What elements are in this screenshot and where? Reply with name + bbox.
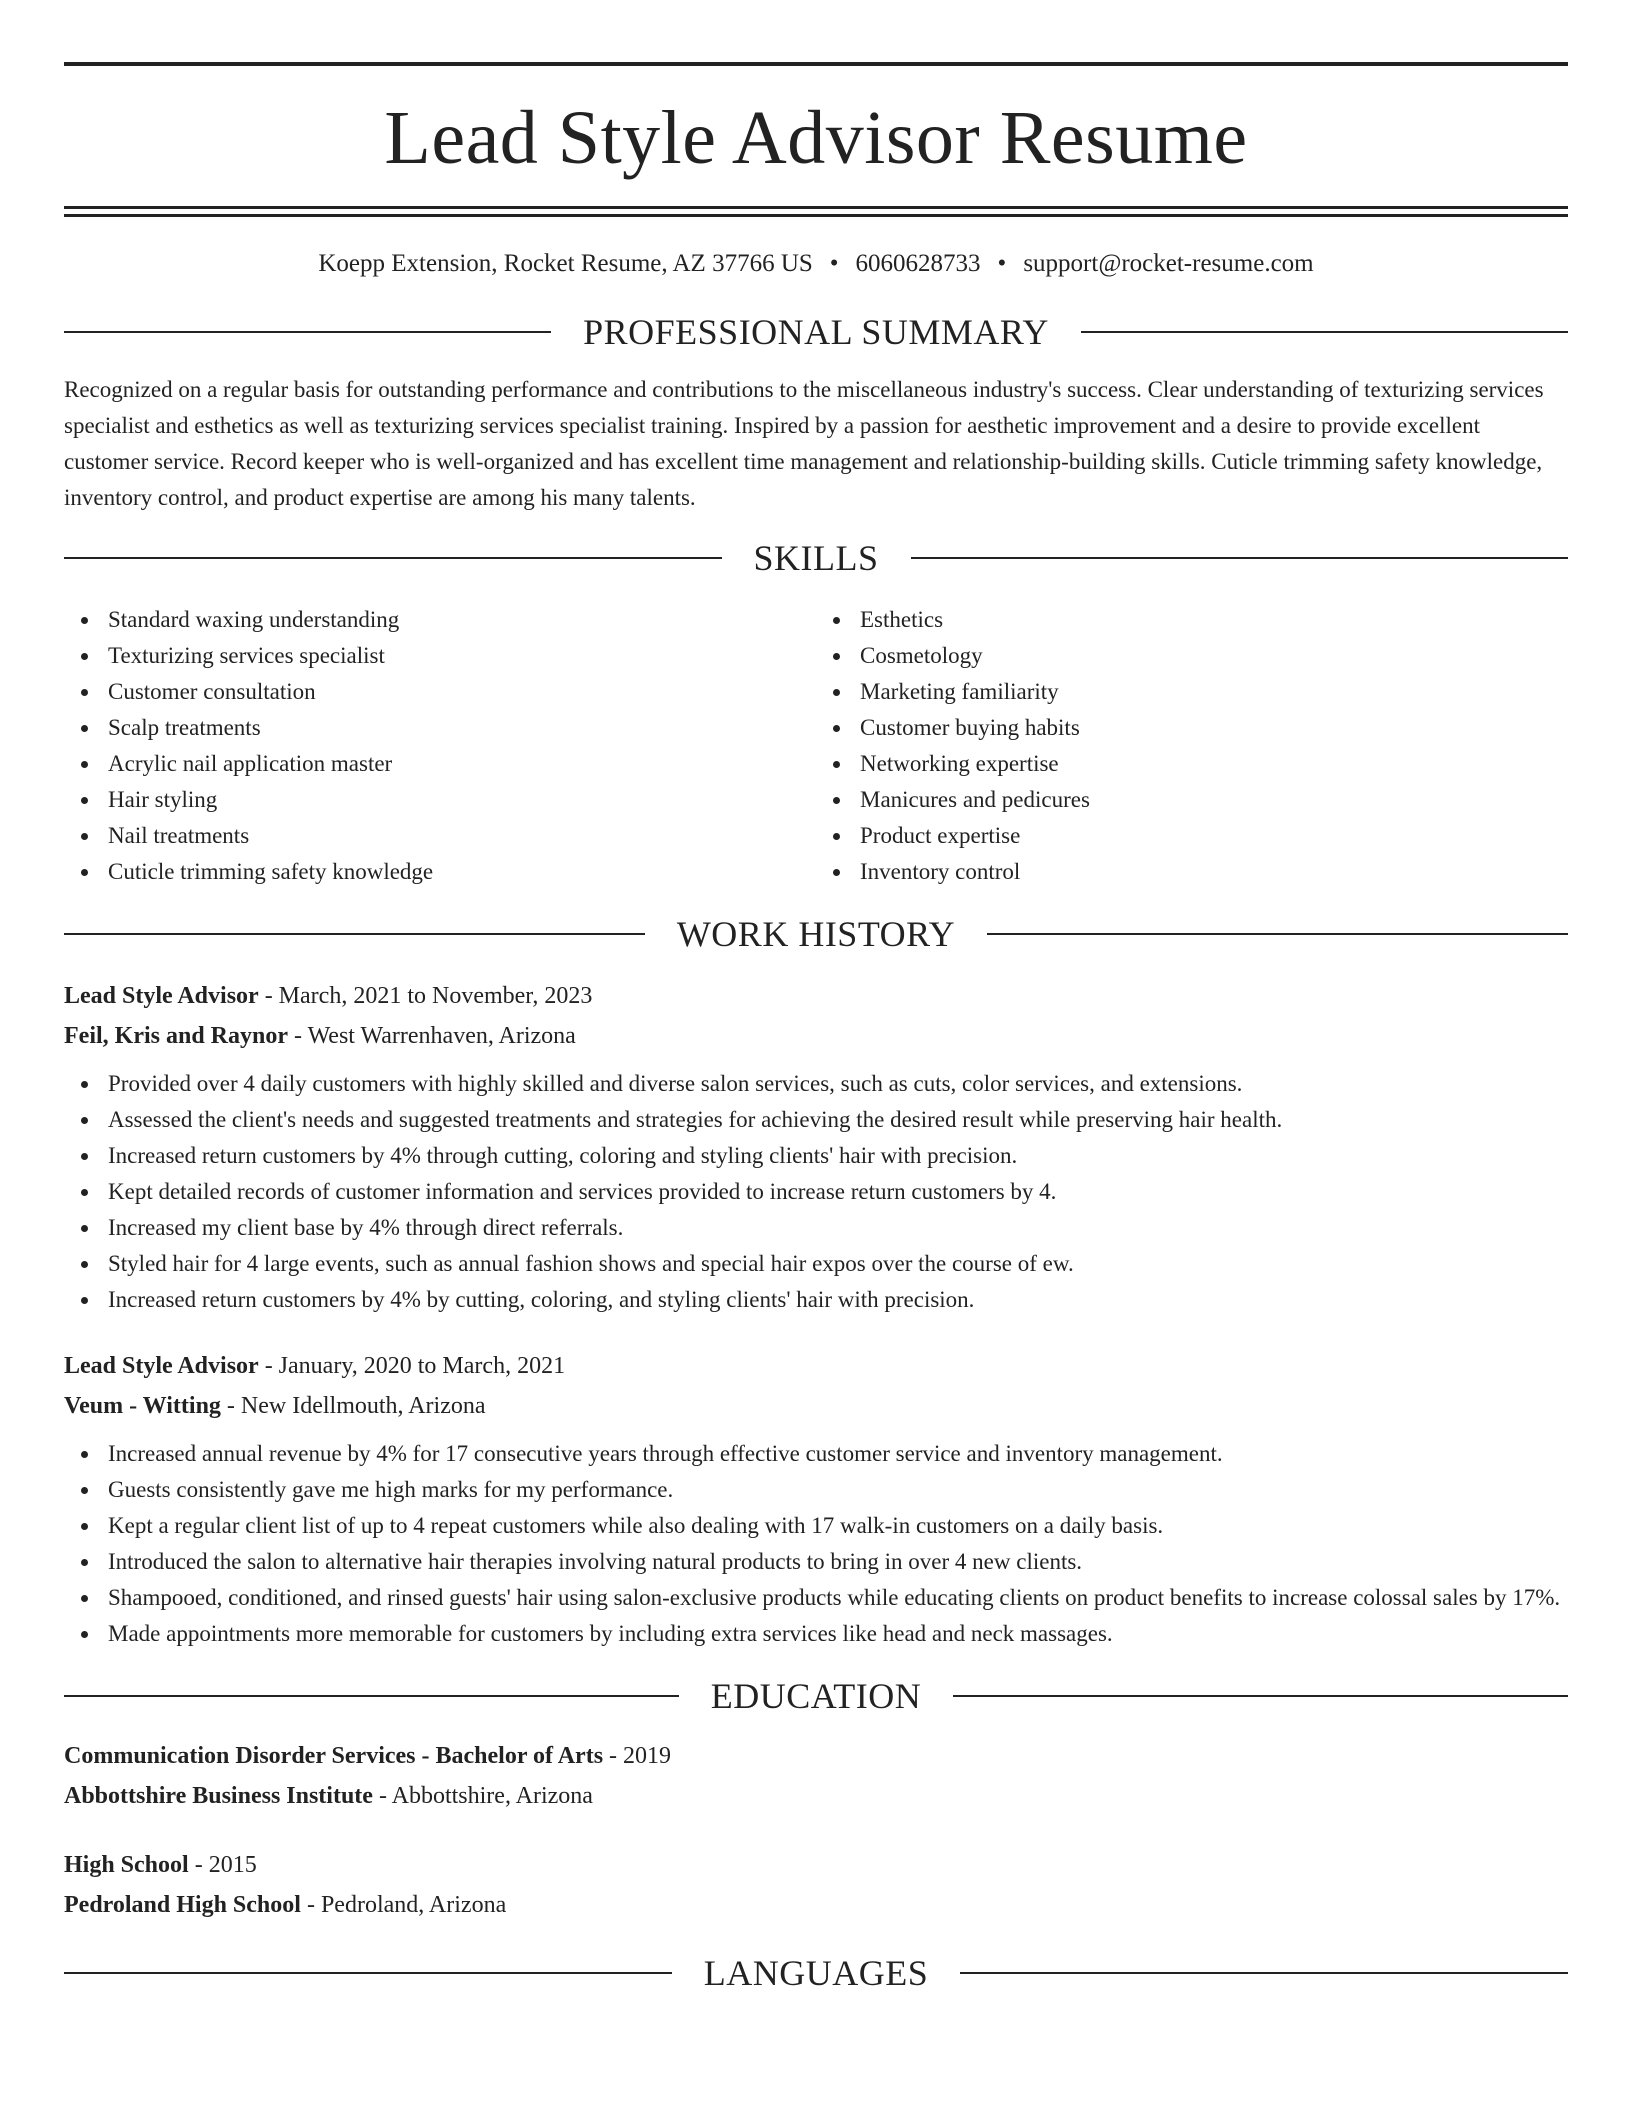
job-bullet: Increased return customers by 4% by cutting, coloring, and styling clients' hair with precision. bbox=[64, 1282, 1568, 1318]
job-bullet: Styled hair for 4 large events, such as annual fashion shows and special hair expos over the course of ew. bbox=[64, 1246, 1568, 1282]
skill-item: Marketing familiarity bbox=[816, 674, 1568, 710]
contact-line bbox=[64, 251, 1568, 276]
skill-item: Texturizing services specialist bbox=[64, 638, 816, 674]
job-entry bbox=[64, 1346, 1568, 1652]
skill-item: Customer buying habits bbox=[816, 710, 1568, 746]
work-heading: WORK HISTORY bbox=[676, 914, 956, 954]
divider-line bbox=[1081, 331, 1568, 333]
skill-item: Networking expertise bbox=[816, 746, 1568, 782]
job-bullet: Provided over 4 daily customers with highly skilled and diverse salon services, such as cuts, color services, and extensions. bbox=[64, 1066, 1568, 1102]
languages-heading: LANGUAGES bbox=[703, 1953, 929, 1993]
job-bullet: Increased my client base by 4% through direct referrals. bbox=[64, 1210, 1568, 1246]
divider-line bbox=[64, 1972, 672, 1974]
education-heading: EDUCATION bbox=[710, 1676, 922, 1716]
divider-line bbox=[911, 557, 1569, 559]
skill-item: Esthetics bbox=[816, 602, 1568, 638]
divider-line bbox=[987, 933, 1568, 935]
skill-item: Standard waxing understanding bbox=[64, 602, 816, 638]
education-year: - 2015 bbox=[188, 1852, 257, 1878]
job-bullet: Guests consistently gave me high marks for my performance. bbox=[64, 1472, 1568, 1508]
job-bullet: Kept detailed records of customer information and services provided to increase return customers by 4. bbox=[64, 1174, 1568, 1210]
job-company-line bbox=[64, 1016, 1568, 1056]
contact-separator: • bbox=[997, 250, 1007, 277]
education-section-header bbox=[64, 1678, 1568, 1714]
divider-line bbox=[64, 331, 551, 333]
summary-section-header bbox=[64, 314, 1568, 350]
resume-title: Lead Style Advisor Resume bbox=[384, 96, 1248, 180]
job-dates: - January, 2020 to March, 2021 bbox=[258, 1353, 566, 1379]
education-school-line bbox=[64, 1776, 1568, 1816]
skill-item: Manicures and pedicures bbox=[816, 782, 1568, 818]
contact-email: support@rocket-resume.com bbox=[1023, 250, 1314, 277]
education-location: - Pedroland, Arizona bbox=[300, 1892, 507, 1918]
skill-item: Acrylic nail application master bbox=[64, 746, 816, 782]
divider-line bbox=[960, 1972, 1568, 1974]
summary-text: Recognized on a regular basis for outstanding performance and contributions to the miscellaneous industry's success. Clear understanding of texturizing services specialist and esthetics as well as texturizing services specialist training. Inspired by a passion for aesthetic improvement and a desire to provide excellent customer service. Record keeper who is well-organized and has excellent time management and relationship-building skills. Cuticle trimming safety knowledge, inventory control, and product expertise are among his many talents. bbox=[64, 377, 1544, 510]
divider-line bbox=[64, 1695, 679, 1697]
skill-item: Cosmetology bbox=[816, 638, 1568, 674]
job-bullet: Made appointments more memorable for customers by including extra services like head and neck massages. bbox=[64, 1616, 1568, 1652]
divider-line bbox=[953, 1695, 1568, 1697]
skills-heading: SKILLS bbox=[753, 538, 879, 578]
job-bullet: Increased return customers by 4% through cutting, coloring and styling clients' hair with precision. bbox=[64, 1138, 1568, 1174]
skill-item: Inventory control bbox=[816, 854, 1568, 890]
job-bullet: Assessed the client's needs and suggested treatments and strategies for achieving the desired result while preserving hair health. bbox=[64, 1102, 1568, 1138]
job-dates: - March, 2021 to November, 2023 bbox=[258, 983, 593, 1009]
skill-item: Hair styling bbox=[64, 782, 816, 818]
education-school: Pedroland High School bbox=[64, 1892, 301, 1918]
education-entry bbox=[64, 1845, 1568, 1925]
work-section-header bbox=[64, 916, 1568, 952]
education-school-line bbox=[64, 1885, 1568, 1925]
contact-address: Koepp Extension, Rocket Resume, AZ 37766 US bbox=[318, 250, 813, 277]
job-title-line bbox=[64, 976, 1568, 1016]
job-bullet: Kept a regular client list of up to 4 repeat customers while also dealing with 17 walk-in customers on a daily basis. bbox=[64, 1508, 1568, 1544]
divider-line bbox=[64, 557, 722, 559]
skills-section-header bbox=[64, 540, 1568, 576]
skill-item: Product expertise bbox=[816, 818, 1568, 854]
job-bullet: Shampooed, conditioned, and rinsed guests' hair using salon-exclusive products while educating clients on product benefits to increase colossal sales by 17%. bbox=[64, 1580, 1568, 1616]
education-degree-line bbox=[64, 1736, 1568, 1776]
education-school: Abbottshire Business Institute bbox=[64, 1783, 373, 1809]
education-year: - 2019 bbox=[603, 1743, 672, 1769]
job-location: - New Idellmouth, Arizona bbox=[220, 1393, 486, 1419]
job-title: Lead Style Advisor bbox=[64, 983, 259, 1009]
job-company: Feil, Kris and Raynor bbox=[64, 1023, 289, 1049]
education-degree: High School bbox=[64, 1852, 189, 1878]
job-bullet: Introduced the salon to alternative hair therapies involving natural products to bring in over 4 new clients. bbox=[64, 1544, 1568, 1580]
education-degree-line bbox=[64, 1845, 1568, 1885]
job-company: Veum - Witting bbox=[64, 1393, 221, 1419]
job-title-line bbox=[64, 1346, 1568, 1386]
title-double-rule bbox=[64, 206, 1568, 217]
job-company-line bbox=[64, 1386, 1568, 1426]
skills-columns bbox=[64, 602, 1568, 890]
education-location: - Abbottshire, Arizona bbox=[372, 1783, 593, 1809]
contact-separator: • bbox=[829, 250, 839, 277]
job-title: Lead Style Advisor bbox=[64, 1353, 259, 1379]
top-rule bbox=[64, 62, 1568, 66]
skill-item: Nail treatments bbox=[64, 818, 816, 854]
education-entry bbox=[64, 1736, 1568, 1816]
skill-item: Customer consultation bbox=[64, 674, 816, 710]
divider-line bbox=[64, 933, 645, 935]
languages-section-header bbox=[64, 1955, 1568, 1991]
skill-item: Cuticle trimming safety knowledge bbox=[64, 854, 816, 890]
summary-heading: PROFESSIONAL SUMMARY bbox=[583, 312, 1049, 352]
job-location: - West Warrenhaven, Arizona bbox=[288, 1023, 576, 1049]
skill-item: Scalp treatments bbox=[64, 710, 816, 746]
contact-phone: 6060628733 bbox=[855, 250, 981, 277]
job-bullets bbox=[64, 1436, 1568, 1652]
skills-list-left bbox=[64, 602, 816, 890]
job-entry bbox=[64, 976, 1568, 1318]
job-bullets bbox=[64, 1066, 1568, 1318]
skills-list-right bbox=[816, 602, 1568, 890]
education-degree: Communication Disorder Services - Bachelor of Arts bbox=[64, 1743, 604, 1769]
job-bullet: Increased annual revenue by 4% for 17 consecutive years through effective customer service and inventory management. bbox=[64, 1436, 1568, 1472]
